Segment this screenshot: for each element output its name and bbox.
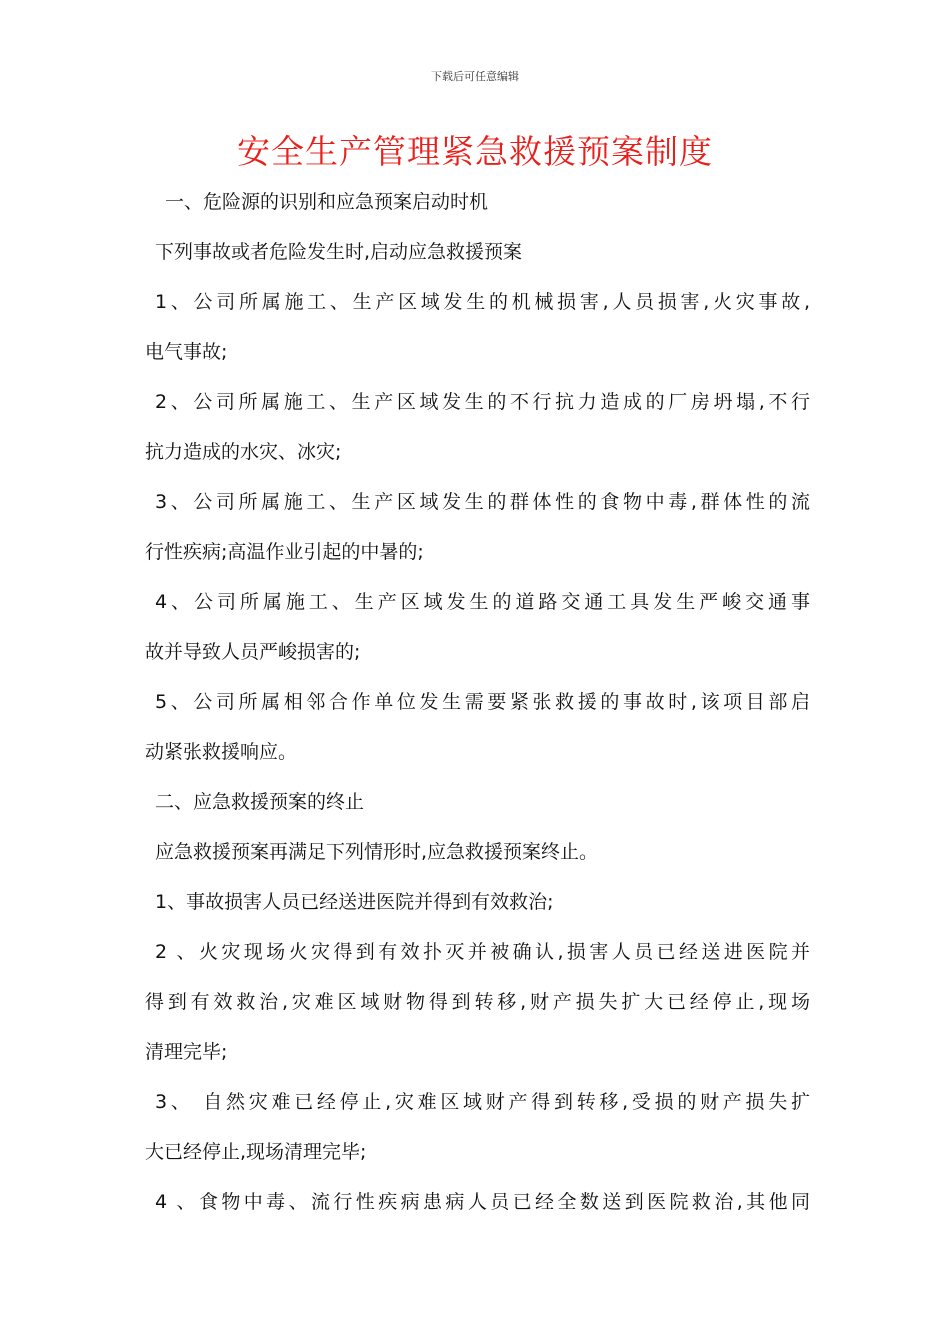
paragraph-line: 应急救援预案再满足下列情形时,应急救援预案终止。 <box>155 841 599 863</box>
list-item-line: 抗力造成的水灾、冰灾; <box>145 441 342 463</box>
list-item-line: 3、公司所属施工、生产区域发生的群体性的食物中毒,群体性的流 <box>155 491 810 513</box>
list-item-line: 电气事故; <box>145 341 228 363</box>
list-item-line: 3、 自然灾难已经停止,灾难区域财产得到转移,受损的财产损失扩 <box>155 1091 810 1113</box>
list-item-line: 得到有效救治,灾难区域财物得到转移,财产损失扩大已经停止,现场 <box>145 991 810 1013</box>
list-item-line: 2 、火灾现场火灾得到有效扑灭并被确认,损害人员已经送进医院并 <box>155 941 810 963</box>
document-body <box>145 184 810 1234</box>
list-item-line: 5、公司所属相邻合作单位发生需要紧张救援的事故时,该项目部启 <box>155 691 810 713</box>
document-title: 安全生产管理紧急救援预案制度 <box>237 132 713 171</box>
header-note: 下载后可任意编辑 <box>431 70 519 83</box>
section-heading-1: 一、危险源的识别和应急预案启动时机 <box>165 191 489 213</box>
list-item-line: 1、公司所属施工、生产区域发生的机械损害,人员损害,火灾事故, <box>155 291 810 313</box>
list-item-line: 2、公司所属施工、生产区域发生的不行抗力造成的厂房坍塌,不行 <box>155 391 810 413</box>
section-heading-2: 二、应急救援预案的终止 <box>155 791 365 813</box>
list-item-line: 4 、食物中毒、流行性疾病患病人员已经全数送到医院救治,其他同 <box>155 1191 810 1213</box>
list-item-line: 4、公司所属施工、生产区域发生的道路交通工具发生严峻交通事 <box>155 591 810 613</box>
list-item-line: 1、事故损害人员已经送进医院并得到有效救治; <box>155 891 554 913</box>
list-item-line: 行性疾病;高温作业引起的中暑的; <box>145 541 424 563</box>
list-item-line: 动紧张救援响应。 <box>145 741 298 763</box>
paragraph-line: 下列事故或者危险发生时,启动应急救援预案 <box>155 241 523 263</box>
list-item-line: 清理完毕; <box>145 1041 228 1063</box>
list-item-line: 大已经停止,现场清理完毕; <box>145 1141 367 1163</box>
list-item-line: 故并导致人员严峻损害的; <box>145 641 361 663</box>
